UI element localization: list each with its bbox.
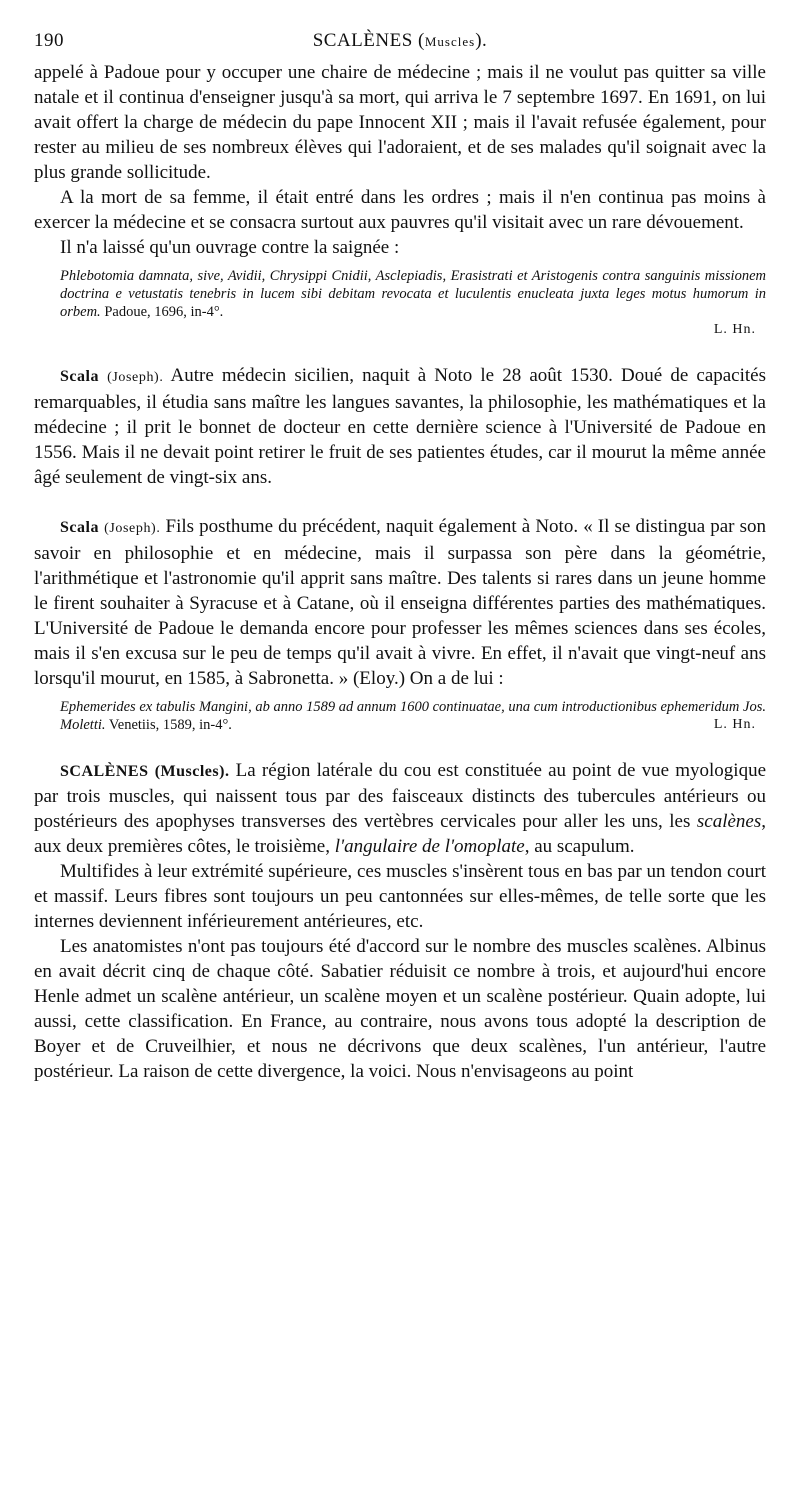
paragraph: Il n'a laissé qu'un ouvrage contre la saignée : [60, 237, 400, 258]
paragraph: SCALÈNES (Muscles). La région latérale du cou est constituée au point de vue myologique par trois muscles, qui naissent tous par des faisceaux distincts des tubercules antérieurs ou postérieurs des apophyses transverses des vertèbres cervicales pour aller les uns, les scalènes, aux deux premières côtes, le troisième, l'angulaire de l'omoplate, au scapulum. [34, 760, 767, 857]
paragraph: Scala (Joseph). Autre médecin sicilien, naquit à Noto le 28 août 1530. Doué de capacités remarquables, il étudia sans maître les langues savantes, la philosophie, les mathématiques et la médecine ; il prit le bonnet de docteur en cette dernière science à l'Université de Padoue en 1556. Mais il ne devait point retirer le fruit de ses patientes études, car il mourut la même année âgé seulement de vingt-six ans. [34, 365, 767, 488]
entry-scala-joseph-1 [34, 363, 766, 490]
paragraph: A la mort de sa femme, il était entré dans les ordres ; mais il n'en continua pas moins à exercer la médecine et se consacra surtout aux pauvres qu'il visitait avec un rare dévouement. [34, 187, 766, 233]
paragraph: Multifides à leur extrémité supérieure, ces muscles s'insèrent tous en bas par un tendon court et massif. Leurs fibres sont toujours un peu cantonnées sur elles-mêmes, de telle sorte que les internes deviennent inférieurement antérieures, etc. [34, 861, 766, 932]
paragraph: appelé à Padoue pour y occuper une chaire de médecine ; mais il ne voulut pas quitter sa ville natale et il continua d'enseigner jusqu'à sa mort, qui arriva le 7 septembre 1697. En 1691, on lui avait offert la charge de médecin du pape Innocent XII ; mais il l'avait refusée également, pour rester au milieu de ses nombreux élèves qui l'adoraient, et de ses malades qu'il soignait avec la plus grande sollicitude. [34, 62, 766, 183]
author-signature: L. Hn. [713, 322, 756, 337]
bibliography-entry: Phlebotomia damnata, sive, Avidii, Chrysippi Cnidii, Asclepiadis, Erasistrati et Aristogenis contra sanguinis missionem doctrina e vetustatis tenebris in lucem sibi debitam revocata et luculentis enucleata juxta leges motus humorum in orbem. Padoue, 1696, in-4°. [60, 268, 766, 320]
running-header [34, 30, 766, 60]
entry-scala-joseph-2 [34, 514, 766, 734]
paragraph: Les anatomistes n'ont pas toujours été d'accord sur le nombre des muscles scalènes. Albinus en avait décrit cinq de chaque côté. Sabatier réduisit ce nombre à trois, et aujourd'hui encore Henle admet un scalène antérieur, un scalène moyen et un scalène postérieur. Quain adopte, lui aussi, cette classification. En France, au contraire, nous avons tous adopté la description de Boyer et de Cruveilhier, et nous ne décrivons que deux scalènes, l'un antérieur, l'autre postérieur. La raison de cette divergence, la voici. Nous n'envisageons au point [34, 936, 766, 1082]
page-number: 190 [34, 30, 64, 51]
headword-name: (Joseph). [104, 521, 161, 536]
running-title: SCALÈNES (Muscles). [312, 30, 488, 51]
headword: Scala [60, 368, 99, 385]
page [34, 30, 766, 1084]
author-signature: L. Hn. [713, 717, 756, 732]
headword-name: (Joseph). [107, 370, 164, 385]
headword: SCALÈNES [60, 763, 149, 780]
headword: Scala [60, 519, 99, 536]
entry-scalenes-muscles [34, 758, 766, 1084]
bibliography-entry: Ephemerides ex tabulis Mangini, ab anno 1589 ad annum 1600 continuatae, una cum introductionibus ephemeridum Jos. Moletti. Venetiis, 1589, in-4°. L. Hn. [60, 699, 766, 733]
headword-paren: (Muscles). [154, 763, 230, 780]
paragraph: Scala (Joseph). Fils posthume du précédent, naquit également à Noto. « Il se distingua par son savoir en philosophie et en médecine, mais il surpassa son père dans la géométrie, l'arithmétique et l'astronomie qu'il apprit sans maître. Des talents si rares dans un jeune homme le firent souhaiter à Syracuse et à Catane, où il enseigna différentes parties des mathématiques. L'Université de Padoue le demanda encore pour professer les mêmes sciences dans ses écoles, mais il s'en excusa sur le peu de temps qu'il avait à vivre. En effet, il n'avait que vingt-neuf ans lorsqu'il mourut, en 1585, à Sabronetta. » (Eloy.) On a de lui : [34, 516, 767, 689]
entry-scala-previous-continued [34, 60, 766, 339]
